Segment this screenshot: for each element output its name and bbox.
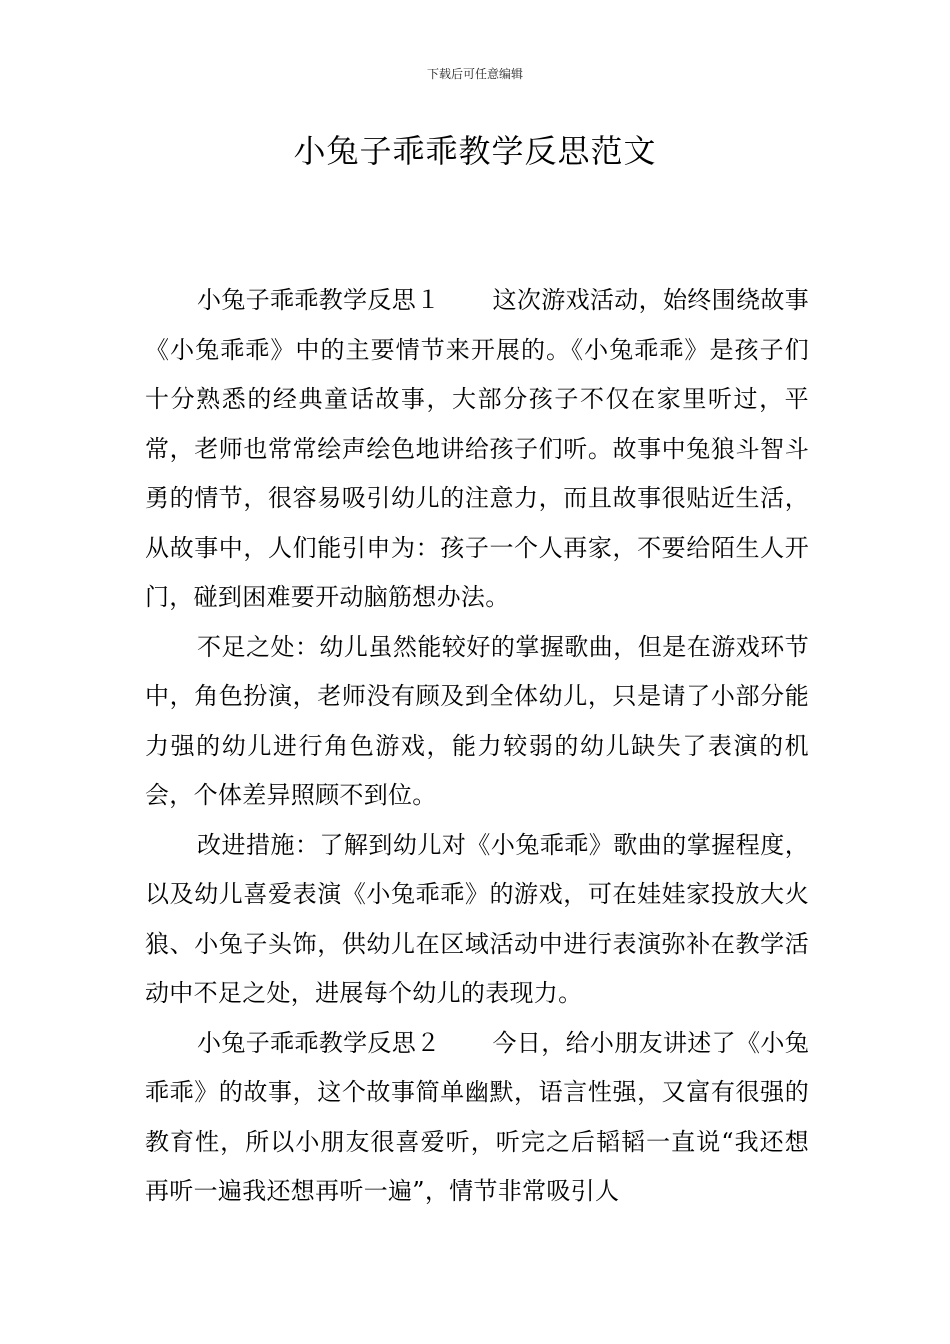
paragraph-text-4: 今日，给小朋友讲述了《小兔乖乖》的故事，这个故事简单幽默，语言性强，又富有很强的教育性，所以小朋友很喜爱听，听完之后韬韬一直说“我还想再听一遍我还想再听一遍”，情节非常吸引人 — [145, 1028, 810, 1205]
document-title: 小兔子乖乖教学反思范文 — [293, 132, 657, 170]
section-heading-2: 小兔子乖乖教学反思２ — [197, 1028, 441, 1057]
header-note: 下载后可任意编辑 — [426, 67, 523, 81]
document-body — [145, 276, 809, 1217]
paragraph-3 — [145, 821, 809, 1019]
paragraph-text-3: 改进措施：了解到幼儿对《小兔乖乖》歌曲的掌握程度，以及幼儿喜爱表演《小兔乖乖》的游戏，可在娃娃家投放大火狼、小兔子头饰，供幼儿在区域活动中进行表演弥补在教学活动中不足之处，进展每个幼儿的表现力。 — [145, 830, 809, 1007]
section-heading-1: 小兔子乖乖教学反思１ — [197, 286, 441, 314]
paragraph-4 — [145, 1019, 809, 1217]
paragraph-2 — [145, 623, 809, 821]
paragraph-text-1: 这次游戏活动，始终围绕故事《小兔乖乖》中的主要情节来开展的。《小兔乖乖》是孩子们十分熟悉的经典童话故事，大部分孩子不仅在家里听过，平常，老师也常常绘声绘色地讲给孩子们听。故事中兔狼斗智斗勇的情节，很容易吸引幼儿的注意力，而且故事很贴近生活，从故事中，人们能引申为：孩子一个人再家，不要给陌生人开门，碰到困难要开动脑筋想办法。 — [145, 286, 810, 611]
paragraph-text-2: 不足之处：幼儿虽然能较好的掌握歌曲，但是在游戏环节中，角色扮演，老师没有顾及到全体幼儿，只是请了小部分能力强的幼儿进行角色游戏，能力较弱的幼儿缺失了表演的机会，个体差异照顾不到位。 — [145, 632, 809, 809]
paragraph-1 — [145, 276, 809, 623]
